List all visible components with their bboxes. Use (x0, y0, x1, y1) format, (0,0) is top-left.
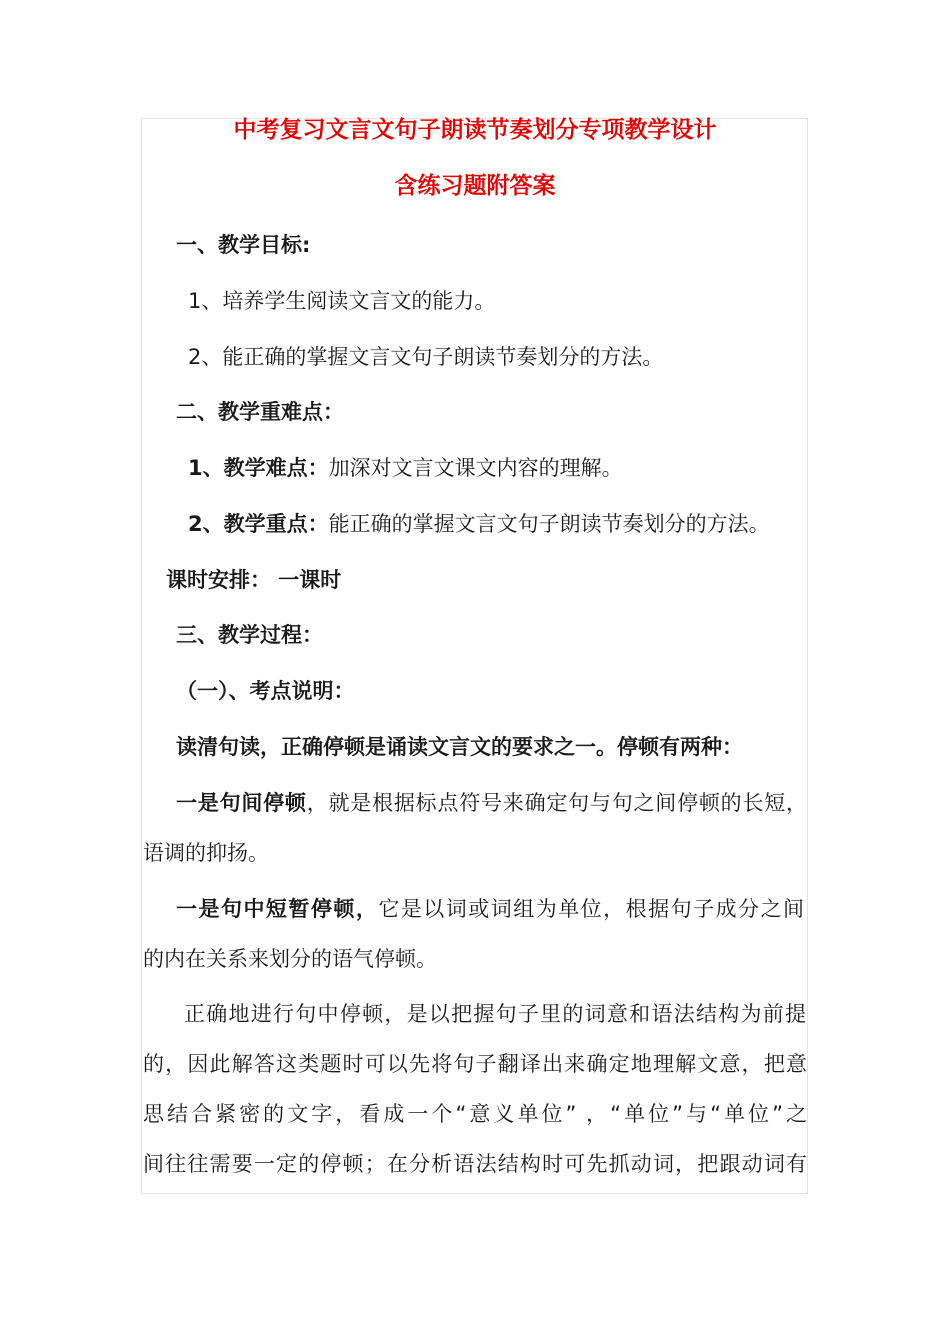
paragraph-1-line-2: 语调的抑扬。 (143, 841, 269, 865)
key-point-difficulty-label: 1、教学难点： (188, 456, 329, 480)
paragraph-2-line-1 (176, 895, 804, 923)
class-schedule: 课时安排： 一课时 (166, 568, 342, 592)
paragraph-3-line-2: 的，因此解答这类题时可以先将句子翻译出来确定地理解文意，把意 (143, 1052, 807, 1076)
key-point-focus-text: 能正确的掌握文言文句子朗读节奏划分的方法。 (328, 512, 770, 536)
paragraph-3-line-1: 正确地进行句中停顿，是以把握句子里的词意和语法结构为前提 (184, 1002, 806, 1026)
paragraph-2-line-2: 的内在关系来划分的语气停顿。 (143, 947, 437, 971)
document-title-line-1: 中考复习文言文句子朗读节奏划分专项教学设计 (233, 117, 717, 143)
document-title-line-2: 含练习题附答案 (394, 173, 556, 199)
paragraph-2-label: 一是句中短暂停顿， (176, 897, 379, 921)
objective-item-1: 1、培养学生阅读文言文的能力。 (188, 289, 496, 313)
paragraph-3-line-4: 间往往需要一定的停顿；在分析语法结构时可先抓动词，把跟动词有 (143, 1152, 807, 1176)
paragraph-2-text: 它是以词或词组为单位，根据句子成分之间 (378, 897, 805, 921)
key-point-focus (188, 510, 770, 538)
paragraph-1-label: 一是句间停顿 (176, 791, 307, 815)
intro-paragraph: 读清句读，正确停顿是诵读文言文的要求之一。停顿有两种： (176, 735, 743, 759)
section-heading-objectives: 一、教学目标: (176, 233, 311, 257)
key-point-focus-label: 2、教学重点： (188, 512, 329, 536)
paragraph-1-line-1 (176, 789, 807, 817)
page-frame (141, 118, 808, 1194)
objective-item-2: 2、能正确的掌握文言文句子朗读节奏划分的方法。 (188, 345, 664, 369)
subsection-heading-exam-points: （一）、考点说明： (176, 679, 355, 703)
section-heading-process: 三、教学过程： (176, 623, 323, 647)
section-heading-key-points: 二、教学重难点： (176, 400, 344, 424)
paragraph-1-text: ，就是根据标点符号来确定句与句之间停顿的长短， (306, 791, 808, 815)
key-point-difficulty-text: 加深对文言文课文内容的理解。 (328, 456, 623, 480)
key-point-difficulty (188, 454, 623, 482)
paragraph-3-line-3: 思结合紧密的文字，看成一个“意义单位” ，“单位”与“单位”之 (143, 1102, 807, 1126)
